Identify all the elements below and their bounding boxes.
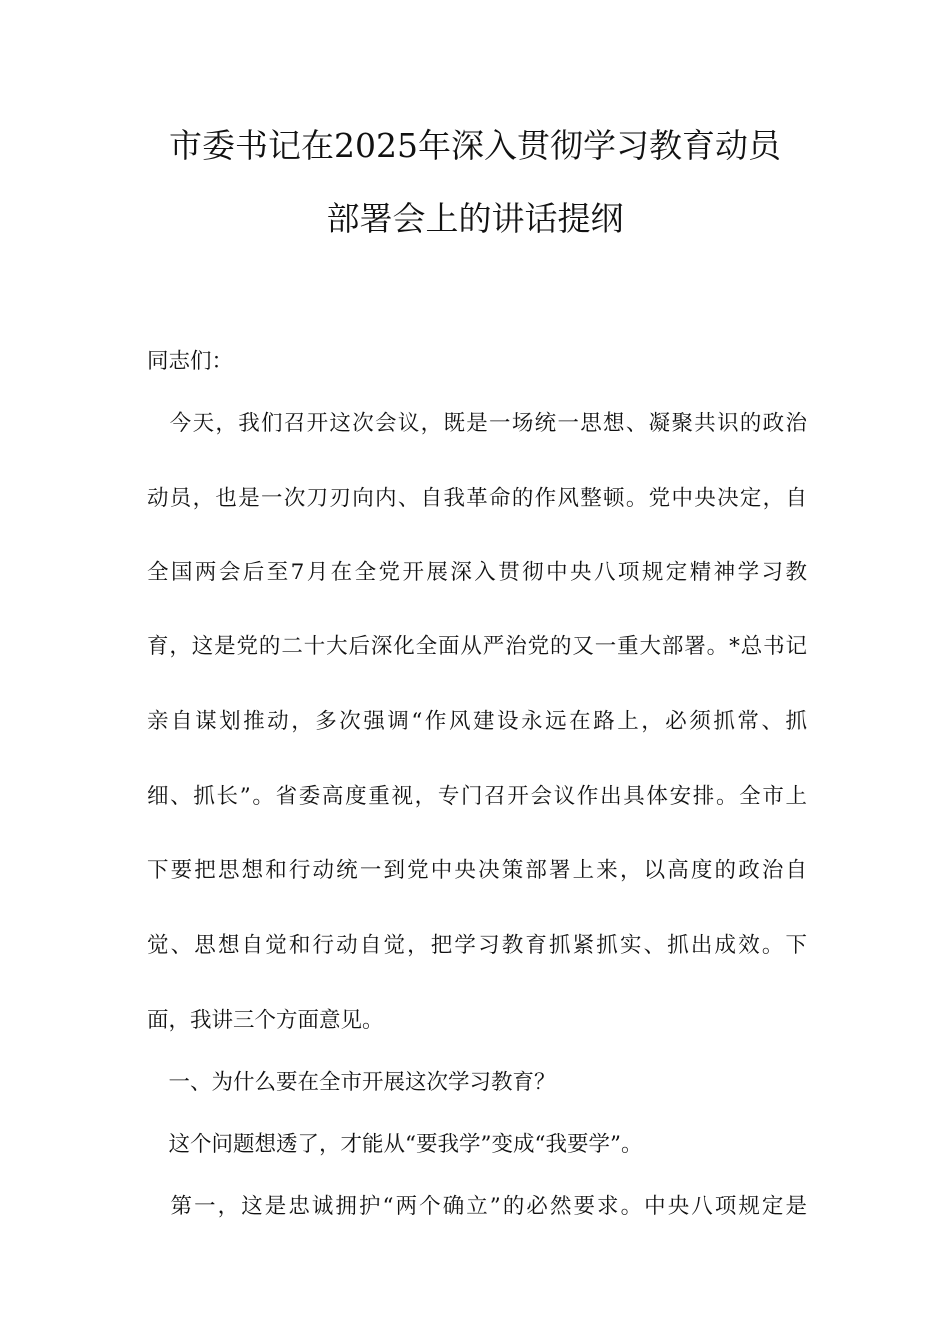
- title-line-2: 部署会上的讲话提纲: [326, 199, 624, 238]
- text-line: 亲自谋划推动，多次强调“作风建设永远在路上，必须抓常、抓: [147, 709, 807, 734]
- text-line: 全国两会后至7月在全党开展深入贯彻中央八项规定精神学习教: [147, 560, 807, 585]
- text-line: 下要把思想和行动统一到党中央决策部署上来，以高度的政治自: [147, 858, 807, 883]
- text-line: 面，我讲三个方面意见。: [147, 1008, 384, 1033]
- paragraph: 第一，这是忠诚拥护“两个确立”的必然要求。中央八项规定是: [147, 1194, 807, 1219]
- section-heading: 一、为什么要在全市开展这次学习教育？: [147, 1070, 556, 1095]
- text-line: 觉、思想自觉和行动自觉，把学习教育抓紧抓实、抓出成效。下: [147, 933, 807, 958]
- title-line-1: 市委书记在2025年深入贯彻学习教育动员: [169, 126, 781, 165]
- salutation: 同志们：: [147, 349, 234, 374]
- text-line: 今天，我们召开这次会议，既是一场统一思想、凝聚共识的政治: [147, 411, 807, 436]
- text-line: 动员，也是一次刀刃向内、自我革命的作风整顿。党中央决定，自: [147, 486, 807, 511]
- paragraph: 这个问题想透了，才能从“要我学”变成“我要学”。: [147, 1132, 643, 1157]
- text-line: 育，这是党的二十大后深化全面从严治党的又一重大部署。*总书记: [147, 634, 807, 659]
- text-line: 细、抓长”。省委高度重视，专门召开会议作出具体安排。全市上: [147, 784, 807, 809]
